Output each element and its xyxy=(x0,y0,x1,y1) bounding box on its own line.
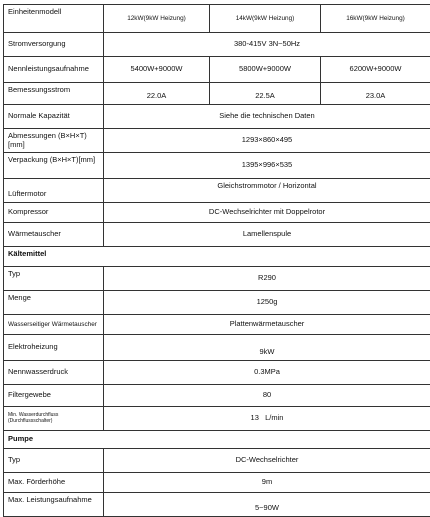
row-nennleistung xyxy=(4,57,430,83)
row-bemessungsstrom xyxy=(4,83,430,105)
cell-lueftermotor-label: Lüftermotor xyxy=(4,179,104,203)
cell-stromversorgung-label: Stromversorgung xyxy=(4,33,104,57)
row-model xyxy=(4,5,430,33)
cell-bemessungsstrom-14kw: 22.5A xyxy=(210,83,321,105)
cell-elektroheizung-label: Elektroheizung xyxy=(4,335,104,361)
spec-sheet xyxy=(3,4,430,517)
cell-bemessungsstrom-12kw: 22.0A xyxy=(104,83,210,105)
cell-nennwasserdruck-label: Nennwasserdruck xyxy=(4,361,104,385)
cell-pumpe-typ-value: DC-Wechselrichter xyxy=(104,449,430,473)
cell-waermetauscher-value: Lamellenspule xyxy=(104,223,430,247)
cell-nennleistung-16kw: 6200W+9000W xyxy=(321,57,430,83)
section-pumpe: Pumpe xyxy=(4,431,430,449)
cell-model-14kw: 14kW(9kW Heizung) xyxy=(210,5,321,33)
row-pumpe-foerderhoehe xyxy=(4,473,430,493)
cell-abmessungen-label: Abmessungen (B×H×T)[mm] xyxy=(4,129,104,153)
cell-waermetauscher-label: Wärmetauscher xyxy=(4,223,104,247)
row-wasserseitig xyxy=(4,315,430,335)
row-filtergewebe xyxy=(4,385,430,407)
row-elektroheizung xyxy=(4,335,430,361)
row-abmessungen xyxy=(4,129,430,153)
cell-kompressor-value: DC-Wechselrichter mit Doppelrotor xyxy=(104,203,430,223)
row-wasserdurchfluss xyxy=(4,407,430,431)
cell-nennwasserdruck-value: 0.3MPa xyxy=(104,361,430,385)
row-lueftermotor xyxy=(4,179,430,203)
row-kaeltemittel-typ xyxy=(4,267,430,291)
cell-pumpe-foerderhoehe-label: Max. Förderhöhe xyxy=(4,473,104,493)
row-waermetauscher xyxy=(4,223,430,247)
cell-model-16kw: 16kW(9kW Heizung) xyxy=(321,5,430,33)
cell-model-label: Einheitenmodell xyxy=(4,5,104,33)
cell-nennleistung-label: Nennleistungsaufnahme xyxy=(4,57,104,83)
cell-kapazitaet-value: Siehe die technischen Daten xyxy=(104,105,430,129)
cell-elektroheizung-value: 9kW xyxy=(104,335,430,361)
cell-kaeltemittel-typ-label: Typ xyxy=(4,267,104,291)
row-pumpe-title xyxy=(4,431,430,449)
cell-wasserseitig-value: Plattenwärmetauscher xyxy=(104,315,430,335)
row-stromversorgung xyxy=(4,33,430,57)
cell-kaeltemittel-typ-value: R290 xyxy=(104,267,430,291)
cell-kompressor-label: Kompressor xyxy=(4,203,104,223)
cell-wasserdurchfluss-value: 13 L/min xyxy=(104,407,430,431)
row-pumpe-leistung xyxy=(4,493,430,517)
cell-filtergewebe-label: Filtergewebe xyxy=(4,385,104,407)
section-kaeltemittel: Kältemittel xyxy=(4,247,430,267)
cell-pumpe-leistung-value: 5~90W xyxy=(104,493,430,517)
cell-verpackung-label: Verpackung (B×H×T)[mm] xyxy=(4,153,104,179)
row-verpackung xyxy=(4,153,430,179)
cell-pumpe-foerderhoehe-value: 9m xyxy=(104,473,430,493)
cell-nennleistung-12kw: 5400W+9000W xyxy=(104,57,210,83)
row-kapazitaet xyxy=(4,105,430,129)
row-kaeltemittel-menge xyxy=(4,291,430,315)
cell-verpackung-value: 1395×996×535 xyxy=(104,153,430,179)
spec-table xyxy=(3,4,430,517)
cell-abmessungen-value: 1293×860×495 xyxy=(104,129,430,153)
row-pumpe-typ xyxy=(4,449,430,473)
cell-bemessungsstrom-label: Bemessungsstrom xyxy=(4,83,104,105)
cell-wasserdurchfluss-label: Min. Wasserdurchfluss (Durchflussschalter) xyxy=(4,407,104,431)
cell-filtergewebe-value: 80 xyxy=(104,385,430,407)
cell-model-12kw: 12kW(9kW Heizung) xyxy=(104,5,210,33)
cell-wasserseitig-label: Wasserseitiger Wärmetauscher xyxy=(4,315,104,335)
cell-kaeltemittel-menge-value: 1250g xyxy=(104,291,430,315)
cell-lueftermotor-value: Gleichstrommotor / Horizontal xyxy=(104,179,430,203)
cell-stromversorgung-value: 380-415V 3N~50Hz xyxy=(104,33,430,57)
cell-kaeltemittel-menge-label: Menge xyxy=(4,291,104,315)
row-nennwasserdruck xyxy=(4,361,430,385)
cell-pumpe-leistung-label: Max. Leistungsaufnahme xyxy=(4,493,104,517)
cell-nennleistung-14kw: 5800W+9000W xyxy=(210,57,321,83)
row-kaeltemittel-title xyxy=(4,247,430,267)
cell-pumpe-typ-label: Typ xyxy=(4,449,104,473)
cell-kapazitaet-label: Normale Kapazität xyxy=(4,105,104,129)
cell-bemessungsstrom-16kw: 23.0A xyxy=(321,83,430,105)
row-kompressor xyxy=(4,203,430,223)
